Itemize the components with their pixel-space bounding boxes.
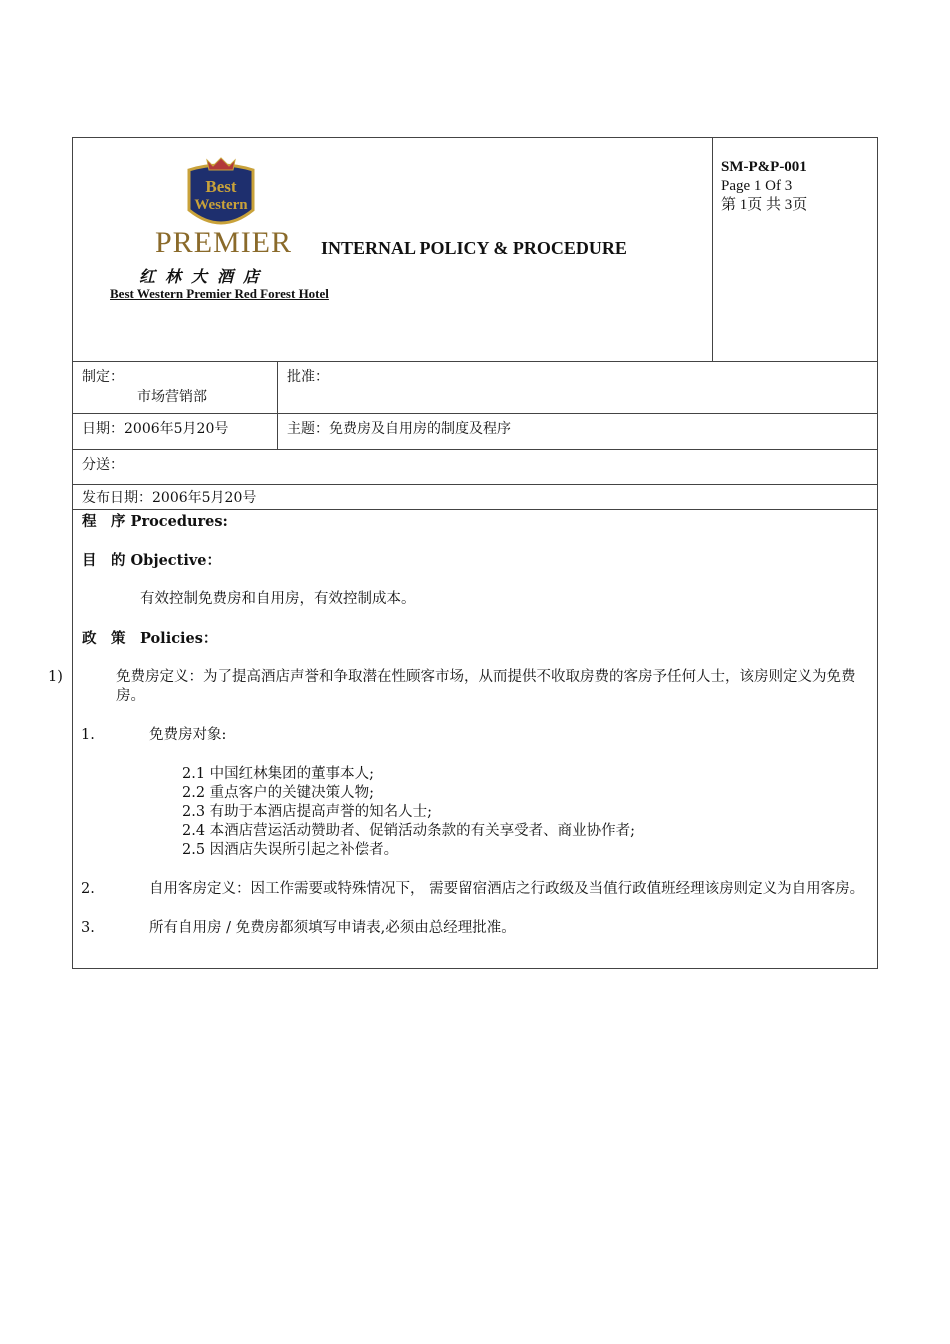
item-1-number: 1.	[81, 727, 95, 743]
objective-text: 有效控制免费房和自用房，有效控制成本。	[140, 591, 416, 607]
header-right	[713, 138, 877, 361]
list-item: 2.1 中国红林集团的董事本人;	[182, 766, 375, 782]
policy-1-text: 免费房定义：为了提高酒店声誉和争取潜在性顾客市场，从而提供不收取房费的客房予任何人士，该房则定义为免费房。	[116, 669, 856, 704]
policy-1-number: 1)	[48, 669, 63, 685]
distribute-row: 分送：	[73, 450, 877, 485]
date-subject-row	[73, 414, 877, 450]
page-number-en: Page 1 Of 3	[721, 178, 793, 194]
publish-date-row: 发布日期：2006年5月20号	[73, 485, 877, 510]
item-3-text: 所有自用房 / 免费房都须填写申请表,必须由总经理批准。	[149, 920, 516, 936]
policies-heading: 政 策 Policies：	[82, 630, 218, 647]
svg-text:Western: Western	[194, 197, 248, 213]
made-value: 市场营销部	[137, 389, 207, 405]
objective-heading: 目 的 Objective：	[82, 552, 221, 569]
item-3	[82, 919, 868, 938]
document-body	[48, 510, 877, 968]
approve-label: 批准：	[287, 369, 329, 385]
best-western-logo-icon	[181, 156, 261, 232]
procedures-heading: 程 序 Procedures:	[82, 513, 228, 530]
item-3-number: 3.	[81, 920, 95, 936]
sub-item-list	[82, 765, 868, 860]
document-header	[73, 138, 877, 362]
item-1-text: 免费房对象:	[149, 727, 227, 743]
chinese-hotel-name: 红林大酒店	[139, 267, 270, 286]
item-1	[82, 726, 868, 745]
header-left	[73, 138, 713, 361]
made-cell	[73, 362, 278, 413]
document-title: INTERNAL POLICY & PROCEDURE	[321, 238, 627, 258]
page-number-cn: 第 1页 共 3页	[721, 197, 808, 213]
item-2-number: 2.	[81, 881, 95, 897]
made-label: 制定：	[82, 369, 124, 385]
policy-document	[48, 137, 878, 969]
premier-wordmark: PREMIER	[155, 226, 293, 259]
list-item: 2.4 本酒店营运活动赞助者、促销活动条款的有关享受者、商业协作者;	[182, 823, 636, 839]
subject-cell: 主题：免费房及自用房的制度及程序	[287, 421, 511, 437]
date-cell: 日期：2006年5月20号	[73, 414, 278, 449]
approve-cell	[278, 362, 877, 413]
list-item: 2.5 因酒店失误所引起之补偿者。	[182, 842, 399, 858]
hotel-name: Best Western Premier Red Forest Hotel	[110, 286, 329, 301]
svg-text:Best: Best	[205, 177, 237, 196]
item-2	[82, 880, 868, 899]
document-number: SM-P&P-001	[721, 159, 807, 175]
item-2-text: 自用客房定义：因工作需要或特殊情况下， 需要留宿酒店之行政级及当值行政值班经理该房则定义为自用客房。	[149, 881, 865, 897]
list-item: 2.3 有助于本酒店提高声誉的知名人士;	[182, 804, 433, 820]
list-item: 2.2 重点客户的关键决策人物;	[182, 785, 375, 801]
policy-1	[48, 668, 868, 706]
made-approve-row	[73, 362, 877, 414]
